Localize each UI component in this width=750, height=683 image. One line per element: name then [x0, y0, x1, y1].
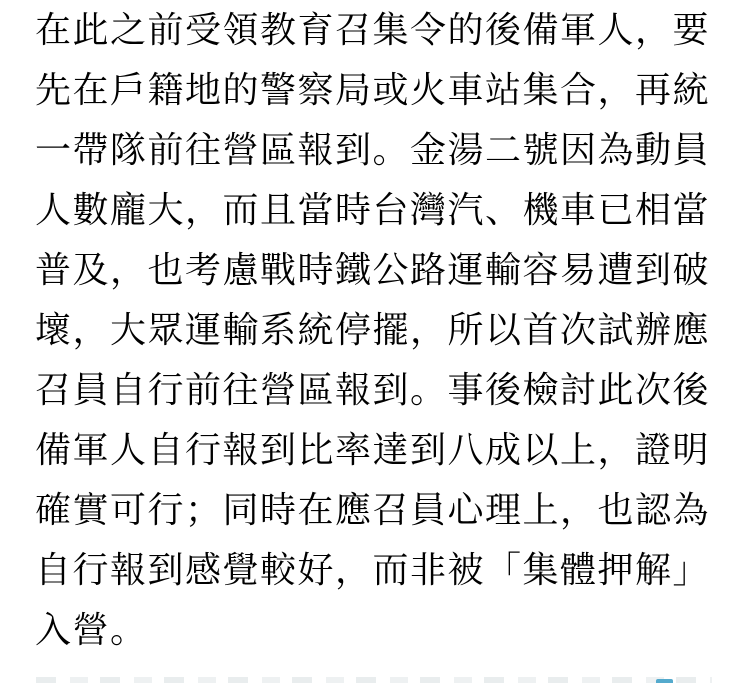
text-line: 先在戶籍地的警察局或火車站集合，再統 [35, 69, 711, 110]
paragraph [35, 0, 710, 660]
text-line: 壞，大眾運輸系統停擺，所以首次試辦應 [35, 309, 711, 350]
text-line: 人數龐大，而且當時台灣汽、機車已相當 [35, 189, 711, 230]
text-line: 備軍人自行報到比率達到八成以上，證明 [35, 429, 711, 470]
text-line: 入營。 [35, 609, 148, 650]
text-line: 召員自行前往營區報到。事後檢討此次後 [35, 369, 711, 410]
text-line: 在此之前受領教育召集令的後備軍人，要 [35, 9, 711, 50]
clipped-next-line [36, 677, 712, 683]
text-line: 確實可行；同時在應召員心理上，也認為 [35, 489, 711, 530]
text-line: 自行報到感覺較好，而非被「集體押解」 [35, 549, 711, 590]
text-line: 一帶隊前往營區報到。金湯二號因為動員 [35, 129, 711, 170]
clipped-blue-icon [656, 679, 673, 683]
text-line: 普及，也考慮戰時鐵公路運輸容易遭到破 [35, 249, 711, 290]
